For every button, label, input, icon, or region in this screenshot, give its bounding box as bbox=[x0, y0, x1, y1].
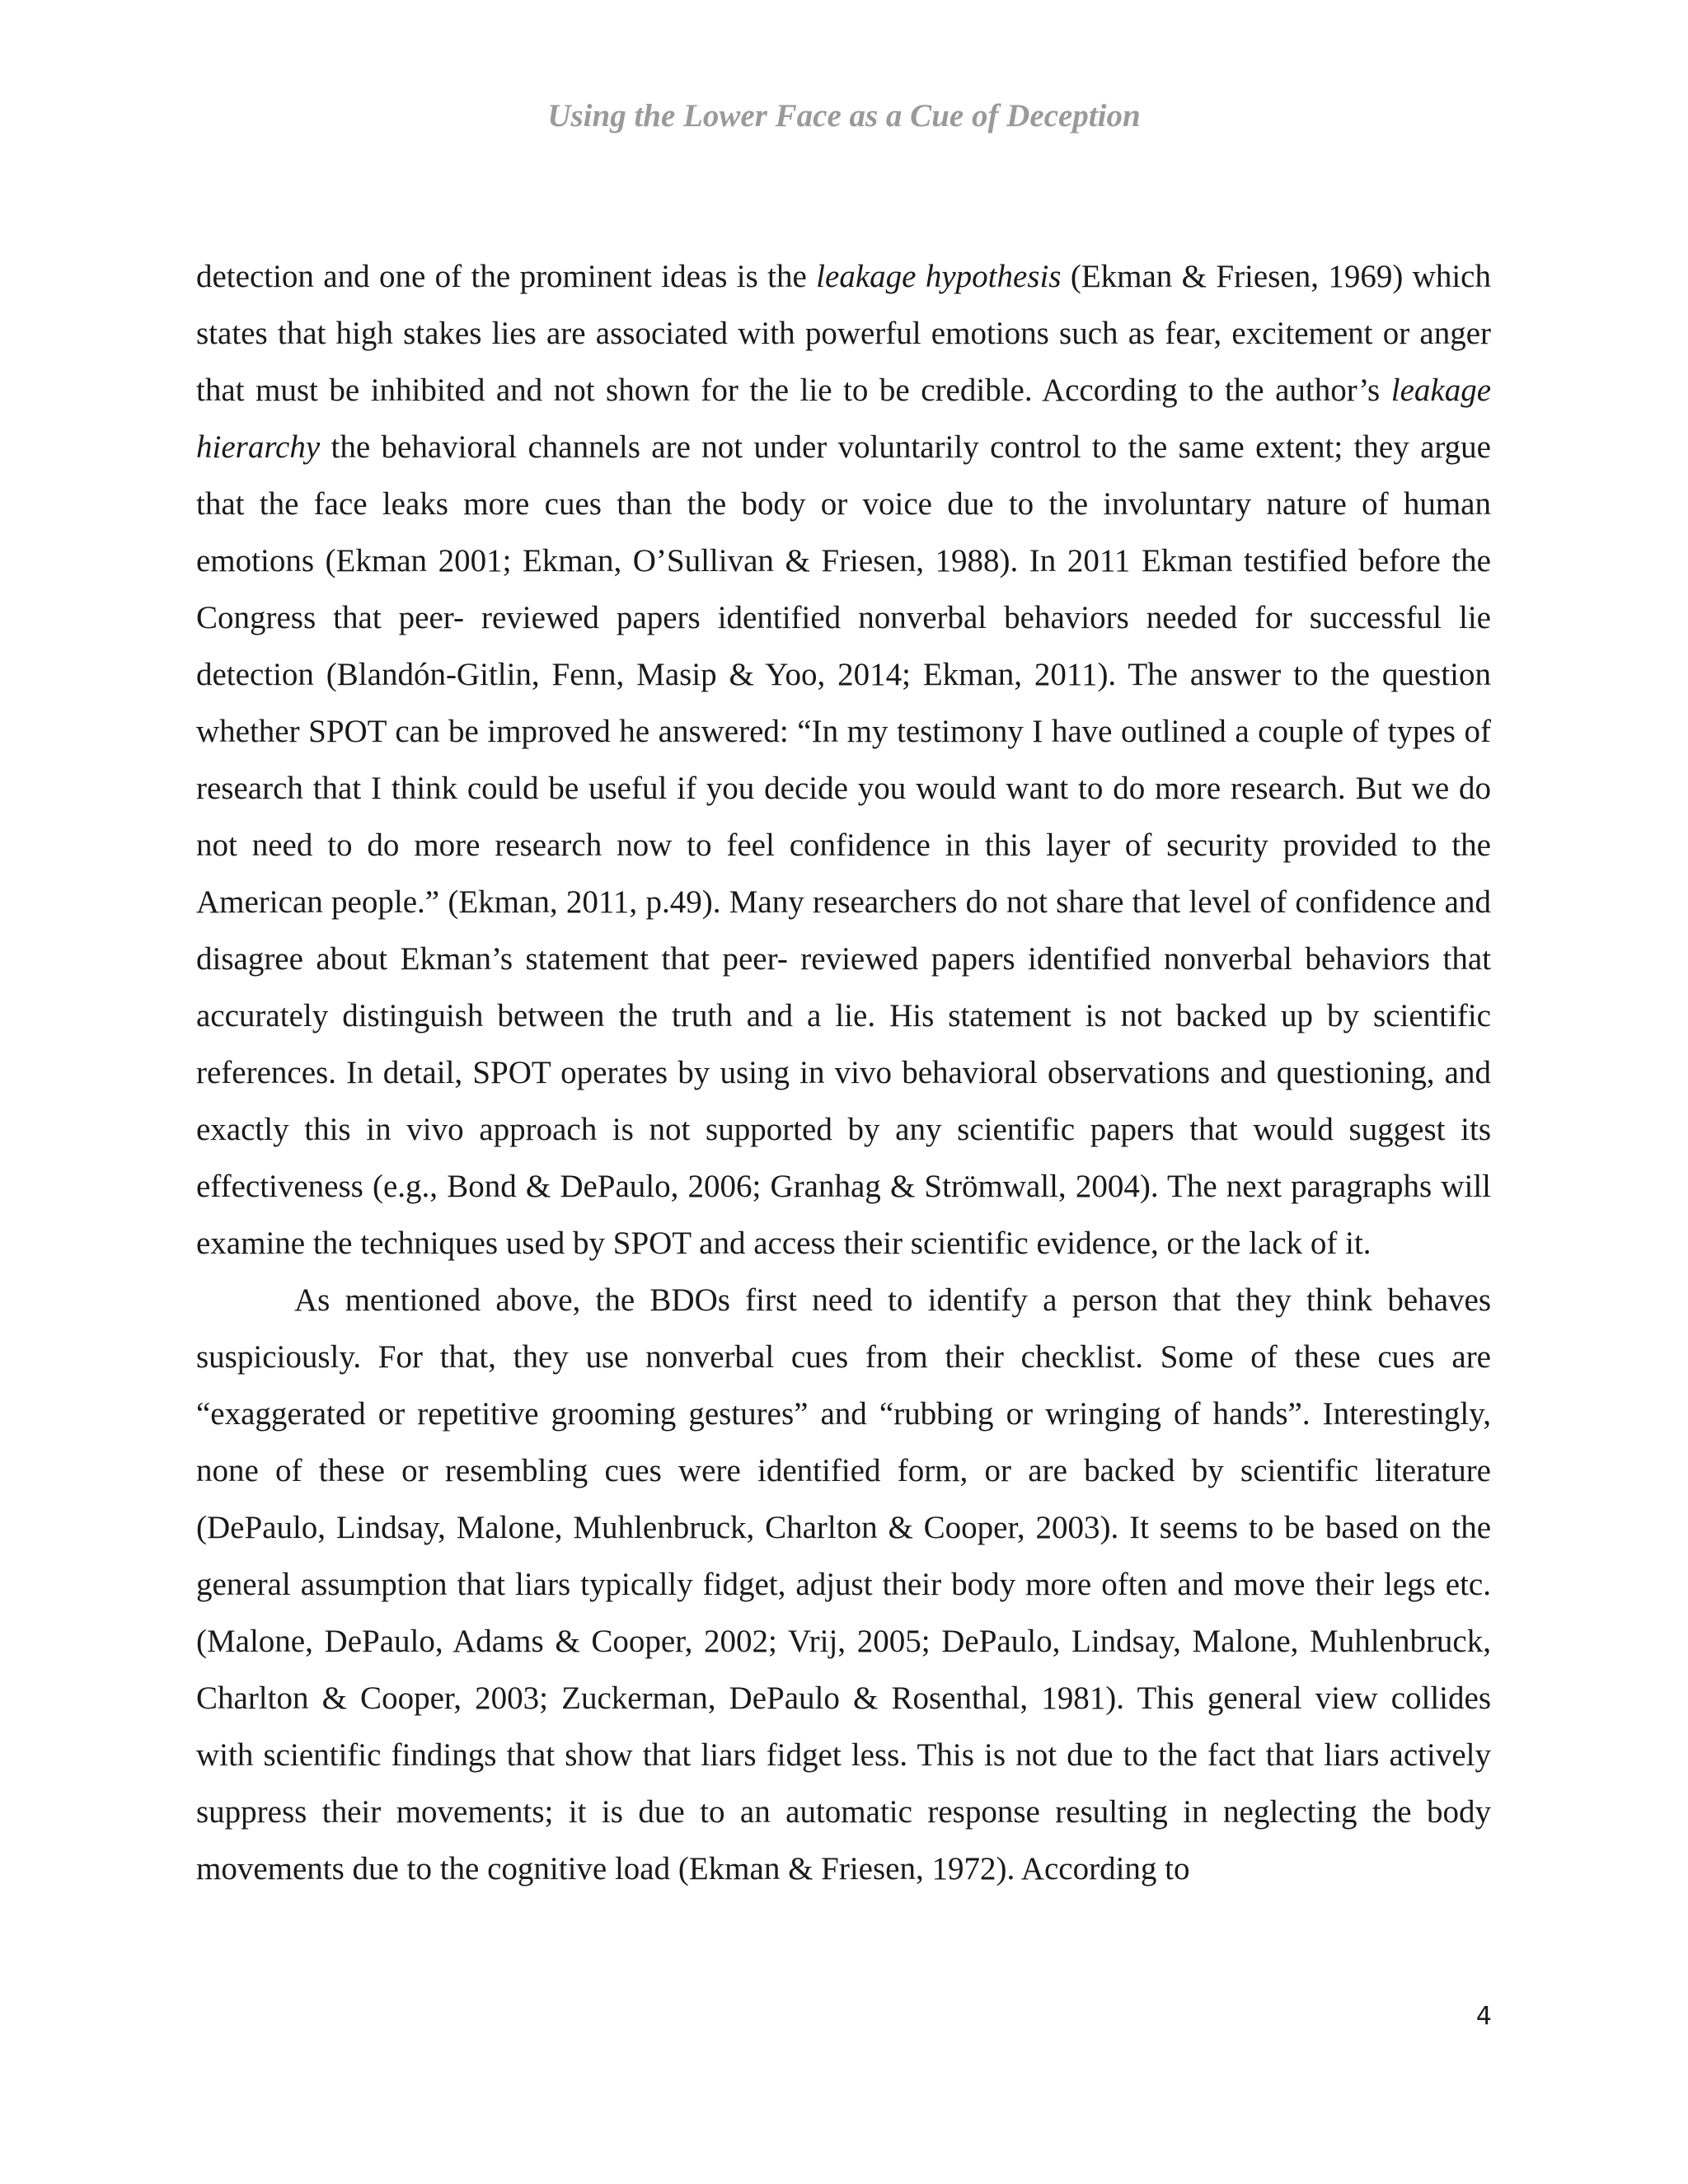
page-number: 4 bbox=[1475, 2002, 1492, 2031]
term-leakage-hypothesis: leakage hypothesis bbox=[816, 259, 1062, 294]
body-text bbox=[196, 248, 1491, 1897]
term-leakage-hierarchy: leakage hierarchy bbox=[196, 373, 1491, 465]
running-header: Using the Lower Face as a Cue of Deception bbox=[547, 98, 1141, 134]
paragraph-bdo-cues: As mentioned above, the BDOs first need to identify a person that they think behaves suspiciously. For that, they use nonverbal cues from their checklist. Some of these cues are “exaggerated or repetitive grooming gestures” and “rubbing or wringing of hands”. Interestingly, none of these or resembling cues were identified form, or are backed by scientific literature (DePaulo, Lindsay, Malone, Muhlenbruck, Charlton & Cooper, 2003). It seems to be based on the general assumption that liars typically fidget, adjust their body more often and move their legs etc. (Malone, DePaulo, Adams & Cooper, 2002; Vrij, 2005; DePaulo, Lindsay, Malone, Muhlenbruck, Charlton & Cooper, 2003; Zuckerman, DePaulo & Rosenthal, 1981). This general view collides with scientific findings that show that liars fidget less. This is not due to the fact that liars actively suppress their movements; it is due to an automatic response resulting in neglecting the body movements due to the cognitive load (Ekman & Friesen, 1972). According to bbox=[196, 1282, 1491, 1886]
paragraph-text-segment: the behavioral channels are not under voluntarily control to the same extent; they argue that the face leaks more cues than the body or voice due to the involuntary nature of human emotions (Ekman 2001; Ekman, O’Sullivan & Friesen, 1988). In 2011 Ekman testified before the Congress that peer- reviewed papers identified nonverbal behaviors needed for successful lie detection (Blandón-Gitlin, Fenn, Masip & Yoo, 2014; Ekman, 2011). The answer to the question whether SPOT can be improved he answered: “In my testimony I have outlined a couple of types of research that I think could be useful if you decide you would want to do more research. But we do not need to do more research now to feel confidence in this layer of security provided to the American people.” (Ekman, 2011, p.49). Many researchers do not share that level of confidence and disagree about Ekman’s statement that peer- reviewed papers identified nonverbal behaviors that accurately distinguish between the truth and a lie. His statement is not backed up by scientific references. In detail, SPOT operates by using in vivo behavioral observations and questioning, and exactly this in vivo approach is not supported by any scientific papers that would suggest its effectiveness (e.g., Bond & DePaulo, 2006; Granhag & Strömwall, 2004). The next paragraphs will examine the techniques used by SPOT and access their scientific evidence, or the lack of it. bbox=[196, 429, 1491, 1261]
paragraph-continued bbox=[196, 248, 1491, 1272]
paragraph-text-segment: detection and one of the prominent ideas is the bbox=[196, 259, 817, 294]
paragraph-text-segment: (Ekman & Friesen, 1969) which states that high stakes lies are associated with powerful emotions such as fear, excitement or anger that must be inhibited and not shown for the lie to be credible. According to the author’s bbox=[196, 259, 1491, 408]
